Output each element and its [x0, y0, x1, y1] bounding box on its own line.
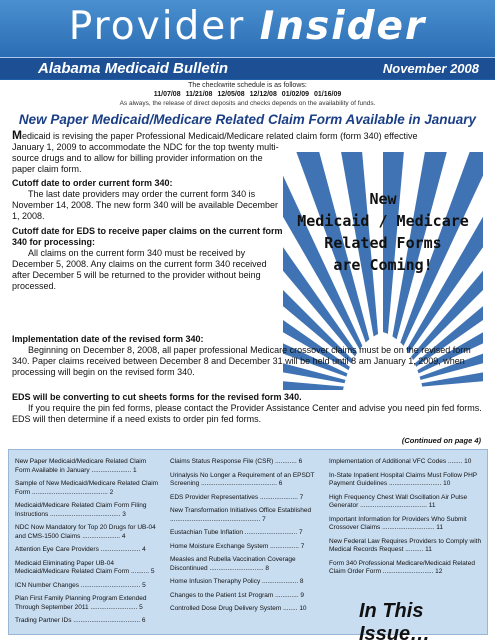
- toc-column-2: [170, 458, 322, 619]
- implementation-body: Beginning on December 8, 2008, all paper professional Medicare crossover claims must be on the revised form 340. Paper claims received between December 8 and December 31 will be held until 8 am January 1, 2009, when processing will begin on the revised form 340.: [12, 345, 471, 377]
- intro-paragraph-rest: January 1, 2009 to accommodate the NDC for the top twenty multi-source drugs and to allow for billing provider information on the paper claim form.: [12, 142, 279, 174]
- toc-item[interactable]: New Transformation Initiatives Office Established .................................................. 7: [170, 507, 312, 523]
- schedule-date: 01/16/09: [314, 91, 342, 98]
- implementation-heading: Implementation date of the revised form 340:: [12, 334, 204, 344]
- promo-text: [296, 188, 470, 276]
- bulletin-name: Alabama Medicaid Bulletin: [38, 60, 229, 77]
- title-regular: Provider: [68, 4, 246, 49]
- toc-item[interactable]: Urinalysis No Longer a Requirement of an EPSDT Screening .......................................... 6: [170, 471, 315, 487]
- toc-item[interactable]: Trading Partner IDs ..................................... 6: [15, 617, 146, 624]
- schedule-date: 01/02/09: [281, 91, 310, 98]
- toc-item[interactable]: Sample of New Medicaid/Medicare Related Claim Form .......................................... 2: [15, 480, 159, 496]
- in-this-issue-box: [8, 449, 488, 640]
- intro-text-1: edicaid is revising the paper Professional Medicaid/Medicare related claim form (form 340) effective: [22, 131, 418, 141]
- subtitle-bar: [0, 57, 495, 79]
- schedule-disclaimer: As always, the release of direct deposits and checks depends on the availability of funds.: [119, 100, 376, 107]
- cutoff-eds-body: All claims on the current form 340 must be received by December 5, 2008. Any claims on the current form 340 received after December 5 will be returned to the provider without being processed.: [12, 248, 267, 291]
- eds-body: If you require the pin fed forms, please contact the Provider Assistance Center and advise you need pin fed forms. EDS will then determine if a need exists to order pin fed forms.: [12, 403, 482, 424]
- schedule-dates: [0, 91, 495, 98]
- in-this-issue-heading: In This Issue…: [359, 600, 431, 640]
- toc-item[interactable]: Home Moisture Exchange System ................ 7: [170, 542, 305, 550]
- issue-date: November 2008: [382, 61, 479, 76]
- article-headline: New Paper Medicaid/Medicare Related Claim Form Available in January: [18, 112, 477, 127]
- promo-line: New: [369, 190, 397, 208]
- eds-heading: EDS will be converting to cut sheets forms for the revised form 340.: [12, 392, 302, 402]
- toc-item[interactable]: Plan First Family Planning Program Extended Through September 2011 .......................... 5: [15, 595, 147, 611]
- toc-item[interactable]: Changes to the Patient 1st Program ............. 9: [170, 591, 305, 599]
- toc-item[interactable]: Attention Eye Care Providers ...................... 4: [15, 546, 146, 553]
- toc-column-1: [15, 458, 163, 631]
- newsletter-title: [0, 4, 495, 49]
- toc-item[interactable]: ICN Number Changes ................................. 5: [15, 581, 146, 589]
- cutoff-eds-heading: Cutoff date for EDS to receive paper claims on the current form 340 for processing:: [12, 226, 283, 247]
- cutoff-order-heading: Cutoff date to order current form 340:: [12, 178, 173, 188]
- toc-item[interactable]: New Federal Law Requires Providers to Comply with Medical Records Request .......... 11: [329, 537, 482, 553]
- drop-cap: M: [12, 128, 22, 142]
- toc-item[interactable]: Important Information for Providers Who Submit Crossover Claims ............................. 11: [329, 515, 467, 531]
- intro-paragraph-first: [12, 130, 488, 142]
- toc-item[interactable]: Measles and Rubella Vaccination Coverage Discontinued .............................. 8: [170, 556, 296, 572]
- promo-line: Medicaid / Medicare: [297, 212, 469, 230]
- section-cutoff-order: [12, 178, 287, 222]
- toc-item[interactable]: Eustachian Tube Inflation ............................. 7: [170, 529, 303, 536]
- toc-item[interactable]: High Frequency Chest Wall Oscillation Air Pulse Generator ..................................... 11: [329, 493, 468, 509]
- schedule-date: 11/07/08: [153, 91, 181, 98]
- toc-item[interactable]: Home Infusion Theraphy Policy .................... 8: [170, 578, 304, 585]
- toc-item[interactable]: EDS Provider Representatives ..................... 7: [170, 493, 304, 501]
- toc-item[interactable]: Implementation of Additional VFC Codes ........ 10: [329, 458, 472, 465]
- cutoff-order-body: The last date providers may order the current form 340 is November 14, 2008. The new form 340 will be available December 1, 2008.: [12, 189, 278, 221]
- toc-column-3: [329, 458, 483, 582]
- continued-note: (Continued on page 4): [401, 436, 481, 445]
- schedule-date: 11/21/08: [185, 91, 213, 98]
- toc-item[interactable]: Medicaid Eliminating Paper UB-04 Medicaid/Medicare Related Claim Form .......... 5: [15, 559, 155, 575]
- schedule-date: 12/05/08: [217, 91, 245, 98]
- toc-item[interactable]: Medicaid/Medicare Related Claim Form Filing Instructions ....................................... 3: [15, 502, 147, 518]
- schedule-date: 12/12/08: [249, 91, 277, 98]
- section-eds-conversion: [12, 392, 488, 425]
- title-italic: Insider: [259, 4, 427, 49]
- toc-item[interactable]: Form 340 Professional Medicare/Medicaid Related Claim Order Form ............................ 12: [329, 559, 475, 575]
- section-cutoff-eds: [12, 226, 287, 292]
- toc-item[interactable]: In-State Inpatient Hospital Claims Must Follow PHP Payment Guidelines ............................. 10: [329, 471, 477, 487]
- toc-item[interactable]: NDC Now Mandatory for Top 20 Drugs for UB-04 and CMS-1500 Claims ..................... 4: [15, 524, 156, 540]
- promo-line: Related Forms: [324, 234, 442, 252]
- toc-item[interactable]: Claims Status Response File (CSR) ............ 6: [170, 458, 303, 465]
- toc-item[interactable]: Controlled Dose Drug Delivery System ........ 10: [170, 605, 307, 612]
- toc-item[interactable]: New Paper Medicaid/Medicare Related Claim Form Available in January ...................... 1: [15, 458, 147, 474]
- masthead-banner: [0, 0, 495, 80]
- schedule-note: The checkwrite schedule is as follows:: [188, 82, 307, 89]
- promo-line: are Coming!: [333, 256, 433, 274]
- section-implementation: [12, 334, 488, 378]
